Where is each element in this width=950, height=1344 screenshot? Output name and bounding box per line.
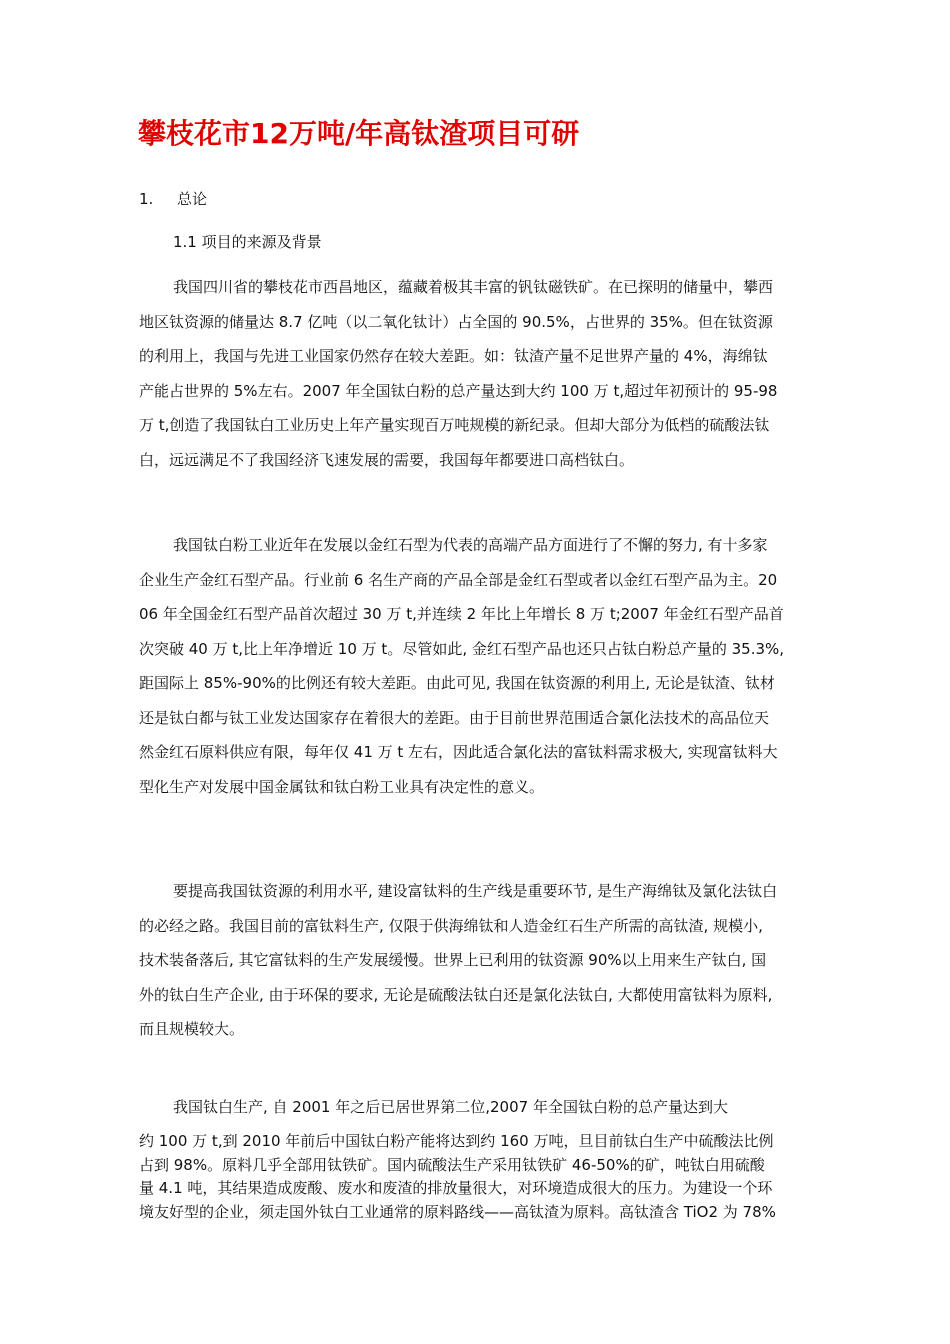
paragraph-line: 还是钛白都与钛工业发达国家存在着很大的差距。由于目前世界范围适合氯化法技术的高品位天	[139, 708, 770, 727]
paragraph-line: 技术装备落后, 其它富钛料的生产发展缓慢。世界上已利用的钛资源 90%以上用来生产钛白, 国	[139, 951, 767, 969]
paragraph-line: 型化生产对发展中国金属钛和钛白粉工业具有决定性的意义。	[139, 777, 545, 796]
paragraph-line: 距国际上 85%-90%的比例还有较大差距。由此可见, 我国在钛资源的利用上, 无论是钛渣、钛材	[139, 674, 775, 692]
document-title: 攀枝花市12万吨/年高钛渣项目可研	[138, 117, 580, 150]
paragraph-line: 我国四川省的攀枝花市西昌地区，蕴藏着极其丰富的钒钛磁铁矿。在已探明的储量中，攀西	[173, 278, 774, 296]
section-number: 1.	[139, 190, 154, 208]
paragraph-line: 万 t,创造了我国钛白工业历史上年产量实现百万吨规模的新纪录。但却大部分为低档的硫酸法钛	[139, 416, 770, 434]
paragraph-line: 然金红石原料供应有限，每年仅 41 万 t 左右，因此适合氯化法的富钛料需求极大, 实现富钛料大	[139, 743, 778, 761]
paragraph-2	[139, 528, 815, 804]
paragraph-line: 白，远远满足不了我国经济飞速发展的需要，我国每年都要进口高档钛白。	[139, 450, 635, 469]
paragraph-line: 企业生产金红石型产品。行业前 6 名生产商的产品全部是金红石型或者以金红石型产品为主。20	[139, 570, 778, 589]
paragraph-line: 我国钛白粉工业近年在发展以金红石型为代表的高端产品方面进行了不懈的努力, 有十多家	[173, 536, 768, 554]
section-label: 总论	[177, 190, 208, 208]
paragraph-line: 而且规模较大。	[139, 1020, 245, 1038]
paragraph-line: 量 4.1 吨，其结果造成废酸、废水和废渣的排放量很大，对环境造成很大的压力。为建设一个环	[139, 1179, 773, 1197]
paragraph-line: 06 年全国金红石型产品首次超过 30 万 t,并连续 2 年比上年增长 8 万 t;2007 年金红石型产品首	[139, 605, 784, 623]
paragraph-line: 约 100 万 t,到 2010 年前后中国钛白粉产能将达到约 160 万吨，旦目前钛白生产中硫酸法比例	[139, 1132, 774, 1150]
paragraph-line: 的利用上，我国与先进工业国家仍然存在较大差距。如：钛渣产量不足世界产量的 4%，海绵钛	[139, 347, 768, 365]
paragraph-line: 产能占世界的 5%左右。2007 年全国钛白粉的总产量达到大约 100 万 t,超过年初预计的 95-98	[139, 381, 778, 400]
paragraph-line: 的必经之路。我国目前的富钛料生产, 仅限于供海绵钛和人造金红石生产所需的高钛渣, 规模小,	[139, 916, 763, 935]
paragraph-line: 境友好型的企业，须走国外钛白工业通常的原料路线——高钛渣为原料。高钛渣含 TiO2 为 78%	[139, 1202, 776, 1221]
paragraph-line: 占到 98%。原料几乎全部用钛铁矿。国内硫酸法生产采用钛铁矿 46-50%的矿，吨钛白用硫酸	[139, 1155, 765, 1174]
paragraph-line: 次突破 40 万 t,比上年净增近 10 万 t。尽管如此, 金红石型产品也还只占钛白粉总产量的 35.3%,	[139, 639, 785, 658]
paragraph-line: 我国钛白生产, 自 2001 年之后已居世界第二位,2007 年全国钛白粉的总产量达到大	[173, 1098, 728, 1116]
subsection-heading-1-1: 1.1 项目的来源及背景	[173, 233, 322, 251]
paragraph-1	[139, 270, 815, 477]
paragraph-line: 地区钛资源的储量达 8.7 亿吨（以二氧化钛计）占全国的 90.5%，占世界的 35%。但在钛资源	[139, 312, 773, 331]
paragraph-line: 外的钛白生产企业, 由于环保的要求, 无论是硫酸法钛白还是氯化法钛白, 大都使用富钛料为原料,	[139, 985, 773, 1004]
paragraph-line: 要提高我国钛资源的利用水平, 建设富钛料的生产线是重要环节, 是生产海绵钛及氯化法钛白	[173, 882, 778, 900]
section-heading-1	[139, 186, 207, 212]
paragraph-4	[139, 1090, 815, 1125]
paragraph-5	[139, 1130, 815, 1224]
paragraph-3	[139, 874, 815, 1047]
